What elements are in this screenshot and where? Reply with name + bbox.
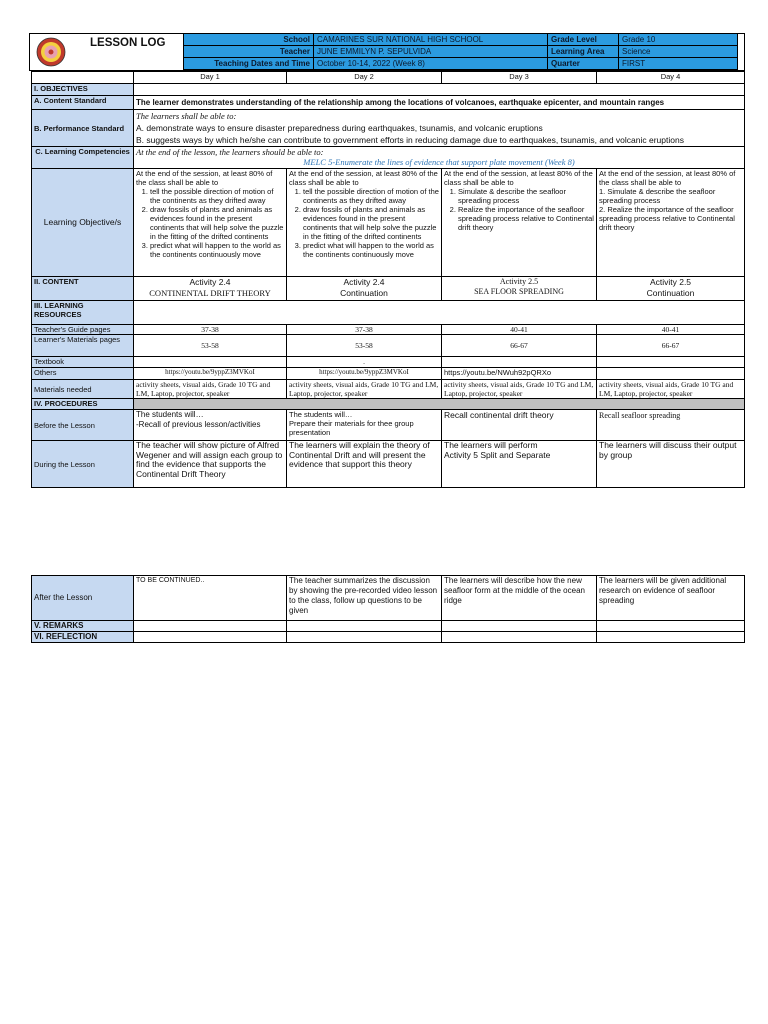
content-day-3: [442, 277, 597, 301]
content-d1-title: CONTINENTAL DRIFT THEORY: [149, 288, 271, 298]
objectives-d2-item: 2. draw fossils of plants and animals as evidences found in the present continents that will help solve the puzzle in the fitting of the drifted continents: [303, 205, 439, 241]
materials-d4: activity sheets, visual aids, Grade 10 TG and LM, Laptop, projector, speaker: [597, 380, 745, 399]
objectives-blank: [134, 84, 745, 96]
objectives-d3-intro: At the end of the session, at least 80% of the class shall be able to: [444, 169, 593, 187]
objectives-day-2: [287, 169, 442, 277]
during-lesson-d4: The learners will discuss their output by group: [597, 441, 745, 488]
tg-pages-d3: 40-41: [442, 325, 597, 335]
during-lesson-d2: The learners will explain the theory of Continental Drift and will present the evidence that support this theory: [287, 441, 442, 488]
learning-area-label: Learning Area: [548, 46, 619, 58]
resources-blank: [134, 301, 745, 325]
during-lesson-d3: [442, 441, 597, 488]
materials-needed-label: Materials needed: [32, 380, 134, 399]
objectives-d4-intro: At the end of the session, at least 80% of the class shall be able to: [599, 169, 736, 187]
content-d4-activity: Activity 2.5: [649, 277, 692, 287]
objectives-d2-intro: At the end of the session, at least 80% of the class shall be able to: [289, 169, 438, 187]
after-lesson-d2: The teacher summarizes the discussion by showing the pre-recorded video lesson to the class, follow up questions to be given: [287, 576, 442, 621]
melc-text: MELC 5-Enumerate the lines of evidence that support plate movement (Week 8): [303, 157, 575, 167]
school-seal-icon: [36, 37, 66, 67]
after-lesson-d3: The learners will describe how the new seafloor form at the middle of the ocean ridge: [442, 576, 597, 621]
before-lesson-label: Before the Lesson: [32, 410, 134, 441]
content-d2-title: Continuation: [340, 288, 388, 298]
reflection-label: VI. REFLECTION: [32, 632, 134, 643]
remarks-label: V. REMARKS: [32, 621, 134, 632]
header-info-table: [183, 33, 738, 70]
before-d2-line: The students will…: [289, 410, 353, 419]
textbook-d4: [597, 357, 745, 368]
after-lesson-d4: The learners will be given additional research on evidence of seafloor spreading: [597, 576, 745, 621]
content-d4-title: Continuation: [646, 288, 695, 298]
objectives-d3-item: 2. Realize the importance of the seafloor spreading process relative to Continental drift theory: [458, 205, 594, 232]
objectives-d4-item: 2. Realize the importance of the seafloor spreading process relative to Continental drift theory: [599, 205, 735, 232]
materials-d3: activity sheets, visual aids, Grade 10 TG and LM, Laptop, projector, speaker: [442, 380, 597, 399]
competencies-cell: [134, 147, 745, 169]
others-link-d3[interactable]: https://youtu.be/NWuh92pQRXo: [442, 368, 597, 380]
performance-standard-label: B. Performance Standard: [32, 110, 134, 147]
content-d2-activity: Activity 2.4: [343, 277, 385, 287]
lm-pages-d1: 53-58: [134, 335, 287, 357]
content-day-1: [134, 277, 287, 301]
during-d3-line: Activity 5 Split and Separate: [444, 449, 551, 460]
content-day-4: [597, 277, 745, 301]
tg-pages-d2: 37-38: [287, 325, 442, 335]
before-lesson-d2: [287, 410, 442, 441]
lm-pages-d2: 53-58: [287, 335, 442, 357]
learning-competencies-label: C. Learning Competencies: [32, 147, 134, 169]
objectives-d2-item: 3. predict what will happen to the world as the continents continuously move: [303, 241, 439, 259]
objectives-day-3: [442, 169, 597, 277]
content-day-2: [287, 277, 442, 301]
after-lesson-label: After the Lesson: [32, 576, 134, 621]
textbook-d2: .: [287, 357, 442, 368]
before-d1-line: The students will…: [136, 410, 204, 419]
day-3-header: Day 3: [442, 72, 597, 84]
lm-pages-d3: 66-67: [442, 335, 597, 357]
textbook-label: Textbook: [32, 357, 134, 368]
objectives-day-4: [597, 169, 745, 277]
objectives-d1-item: 2. draw fossils of plants and animals as evidences found in the present continents that will help solve the puzzle in the fitting of the drifted continents: [150, 205, 284, 241]
objectives-d2-item: 1. tell the possible direction of motion of the continents as they drifted away: [303, 187, 439, 205]
quarter-label: Quarter: [548, 58, 619, 70]
during-lesson-label: During the Lesson: [32, 441, 134, 488]
before-lesson-d4: Recall seafloor spreading: [597, 410, 745, 441]
objectives-heading: I. OBJECTIVES: [32, 84, 134, 96]
remarks-d2: [287, 621, 442, 632]
remarks-d1: [134, 621, 287, 632]
reflection-d3: [442, 632, 597, 643]
dates-value: October 10-14, 2022 (Week 8): [314, 58, 548, 70]
tg-pages-d1: 37-38: [134, 325, 287, 335]
performance-item-a: A. demonstrate ways to ensure disaster preparedness during earthquakes, tsunamis, and volcanic eruptions: [136, 123, 543, 133]
learning-objectives-label: Learning Objective/s: [32, 169, 134, 277]
day-2-header: Day 2: [287, 72, 442, 84]
content-standard-text: The learner demonstrates understanding of the relationship among the locations of volcanoes, earthquake epicenter, and mountain ranges: [134, 96, 745, 110]
competencies-intro: At the end of the lesson, the learners should be able to:: [136, 147, 324, 157]
school-value: CAMARINES SUR NATIONAL HIGH SCHOOL: [314, 34, 548, 46]
objectives-d1-item: 1. tell the possible direction of motion of the continents as they drifted away: [150, 187, 284, 205]
others-label: Others: [32, 368, 134, 380]
dates-label: Teaching Dates and Time: [184, 58, 314, 70]
performance-intro: The learners shall be able to:: [136, 111, 237, 121]
before-lesson-d1: [134, 410, 287, 441]
textbook-d3: [442, 357, 597, 368]
during-lesson-d1: The teacher will show picture of Alfred Wegener and will assign each group to find the evidence that supports the Continental Drift Theory: [134, 441, 287, 488]
teacher-label: Teacher: [184, 46, 314, 58]
grade-level-label: Grade Level: [548, 34, 619, 46]
materials-d1: activity sheets, visual aids, Grade 10 TG and LM, Laptop, projector, speaker: [134, 380, 287, 399]
materials-d2: activity sheets, visual aids, Grade 10 TG and LM, Laptop, projector, speaker: [287, 380, 442, 399]
objectives-d3-item: 1. Simulate & describe the seafloor spreading process: [458, 187, 594, 205]
lesson-log-title: LESSON LOG: [90, 37, 166, 49]
content-d3-activity: Activity 2.5: [499, 277, 539, 286]
textbook-d1: [134, 357, 287, 368]
others-link-d2[interactable]: https://youtu.be/9yppZ3MVKoI: [287, 368, 442, 380]
lesson-log-table: [31, 71, 745, 488]
empty-corner: [32, 72, 134, 84]
others-link-d1[interactable]: https://youtu.be/9yppZ3MVKoI: [134, 368, 287, 380]
day-1-header: Day 1: [134, 72, 287, 84]
quarter-value: FIRST: [619, 58, 738, 70]
learning-resources-label: III. LEARNING RESOURCES: [32, 301, 134, 325]
reflection-d2: [287, 632, 442, 643]
others-link-d4: [597, 368, 745, 380]
school-label: School: [184, 34, 314, 46]
grade-level-value: Grade 10: [619, 34, 738, 46]
content-d3-title: SEA FLOOR SPREADING: [474, 287, 564, 296]
learners-materials-label: Learner's Materials pages: [32, 335, 134, 357]
procedures-heading: IV. PROCEDURES: [32, 399, 134, 410]
during-d3-line: The learners will perform: [444, 440, 538, 450]
teachers-guide-label: Teacher's Guide pages: [32, 325, 134, 335]
before-lesson-d3: Recall continental drift theory: [442, 410, 597, 441]
objectives-d4-item: 1. Simulate & describe the seafloor spreading process: [599, 187, 716, 205]
learning-area-value: Science: [619, 46, 738, 58]
lm-pages-d4: 66-67: [597, 335, 745, 357]
performance-standard-cell: [134, 110, 745, 147]
teacher-value: JUNE EMMILYN P. SEPULVIDA: [314, 46, 548, 58]
objectives-d1-item: 3. predict what will happen to the world as the continents continuously move: [150, 241, 284, 259]
content-label: II. CONTENT: [32, 277, 134, 301]
content-d1-activity: Activity 2.4: [189, 277, 231, 287]
objectives-day-1: [134, 169, 287, 277]
performance-item-b: B. suggests ways by which he/she can contribute to government efforts in reducing damage due to earthquakes, tsunamis, and volcanic eruptions: [136, 135, 684, 145]
after-lesson-d1: TO BE CONTINUED..: [134, 576, 287, 621]
reflection-d1: [134, 632, 287, 643]
day-4-header: Day 4: [597, 72, 745, 84]
tg-pages-d4: 40-41: [597, 325, 745, 335]
before-d1-line: -Recall of previous lesson/activities: [136, 420, 261, 429]
content-standard-label: A. Content Standard: [32, 96, 134, 110]
procedures-bar: [134, 399, 745, 410]
reflection-d4: [597, 632, 745, 643]
lesson-log-table-continued: [31, 575, 745, 643]
objectives-d1-intro: At the end of the session, at least 80% of the class shall be able to: [136, 169, 273, 187]
before-d2-line: Prepare their materials for thee group presentation: [289, 419, 414, 437]
remarks-d3: [442, 621, 597, 632]
remarks-d4: [597, 621, 745, 632]
